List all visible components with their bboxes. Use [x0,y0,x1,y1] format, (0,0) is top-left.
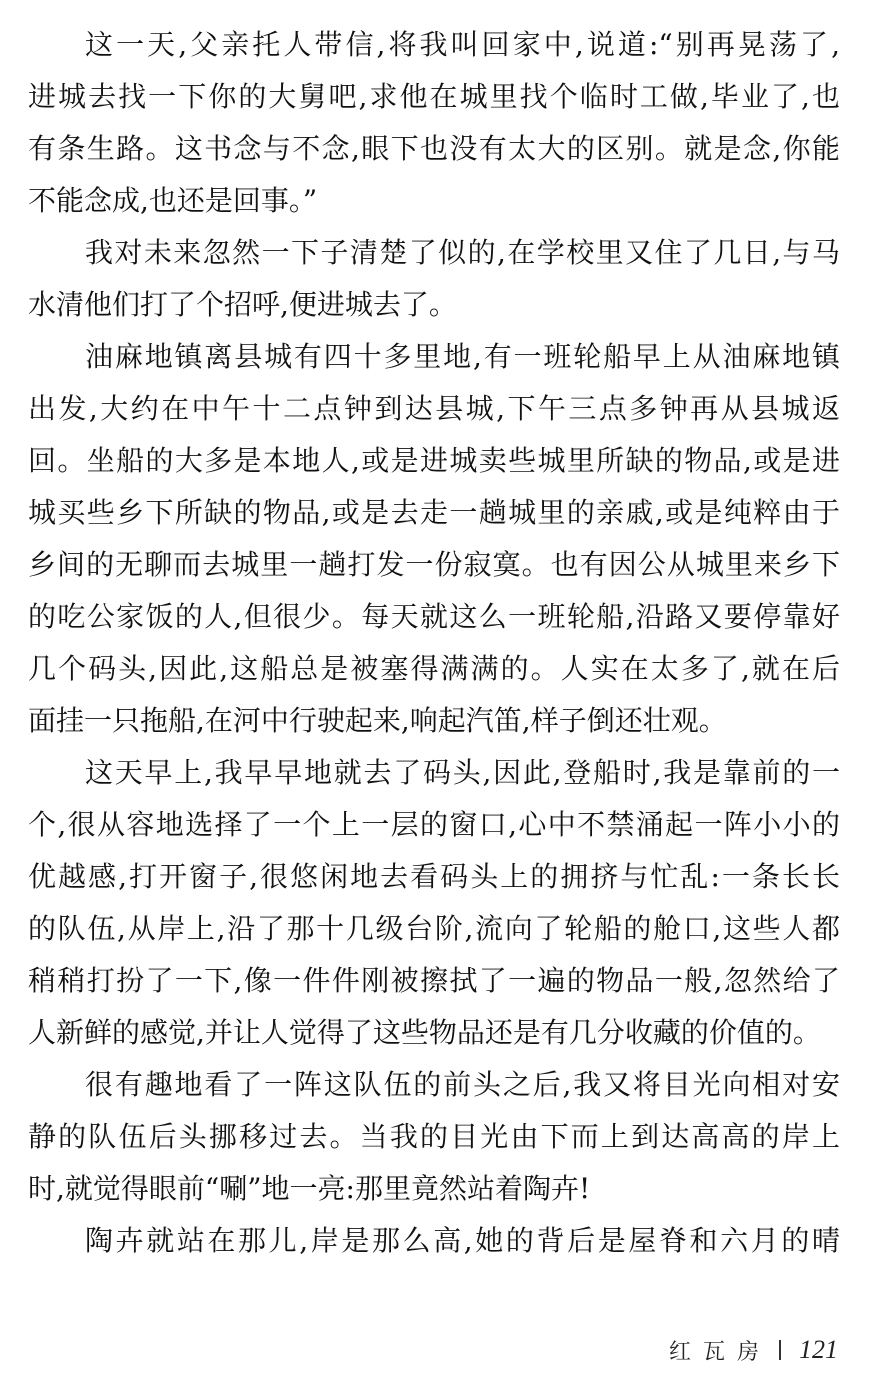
text-line: 进城去找一下你的大舅吧,求他在城里找个临时工做,毕业了,也 [28,80,840,113]
paragraph [28,1059,840,1215]
text-line: 稍稍打扮了一下,像一件件刚被擦拭了一遍的物品一般,忽然给了 [28,964,840,997]
text-line: 的队伍,从岸上,沿了那十几级台阶,流向了轮船的舱口,这些人都 [28,912,840,945]
text-line: 陶卉就站在那儿,岸是那么高,她的背后是屋脊和六月的晴 [85,1224,840,1257]
paragraph [28,19,840,227]
footer-separator [779,1340,781,1360]
text-line: 回。坐船的大多是本地人,或是进城卖些城里所缺的物品,或是进 [28,444,840,477]
text-line: 城买些乡下所缺的物品,或是去走一趟城里的亲戚,或是纯粹由于 [28,496,840,529]
text-line: 静的队伍后头挪移过去。当我的目光由下而上到达高高的岸上 [28,1120,840,1153]
paragraph [28,227,840,331]
text-line: 时,就觉得眼前“唰”地一亮:那里竟然站着陶卉! [28,1172,591,1205]
text-line: 乡间的无聊而去城里一趟打发一份寂寞。也有因公从城里来乡下 [28,548,840,581]
text-line: 有条生路。这书念与不念,眼下也没有太大的区别。就是念,你能 [28,132,840,165]
text-line: 这一天,父亲托人带信,将我叫回家中,说道:“别再晃荡了, [85,28,840,61]
text-line: 这天早上,我早早地就去了码头,因此,登船时,我是靠前的一 [85,756,840,789]
text-line: 个,很从容地选择了一个上一层的窗口,心中不禁涌起一阵小小的 [28,808,840,841]
body-text [28,19,840,1267]
text-line: 出发,大约在中午十二点钟到达县城,下午三点多钟再从县城返 [28,392,840,425]
running-title: 红瓦房 [668,1339,771,1365]
text-line: 不能念成,也还是回事。” [28,184,318,217]
text-line: 很有趣地看了一阵这队伍的前头之后,我又将目光向相对安 [85,1068,840,1101]
text-line: 几个码头,因此,这船总是被塞得满满的。人实在太多了,就在后 [28,652,840,685]
text-line: 人新鲜的感觉,并让人觉得了这些物品还是有几分收藏的价值的。 [28,1016,821,1049]
text-line: 油麻地镇离县城有四十多里地,有一班轮船早上从油麻地镇 [85,340,840,373]
page-number: 121 [799,1335,838,1364]
paragraph [28,1215,840,1267]
text-line: 的吃公家饭的人,但很少。每天就这么一班轮船,沿路又要停靠好 [28,600,840,633]
paragraph [28,747,840,1059]
paragraph [28,331,840,747]
page-footer [669,1334,838,1366]
text-line: 优越感,打开窗子,很悠闲地去看码头上的拥挤与忙乱:一条长长 [28,860,840,893]
text-line: 我对未来忽然一下子清楚了似的,在学校里又住了几日,与马 [85,236,840,269]
text-line: 水清他们打了个招呼,便进城去了。 [28,288,457,321]
text-line: 面挂一只拖船,在河中行驶起来,响起汽笛,样子倒还壮观。 [28,704,727,737]
